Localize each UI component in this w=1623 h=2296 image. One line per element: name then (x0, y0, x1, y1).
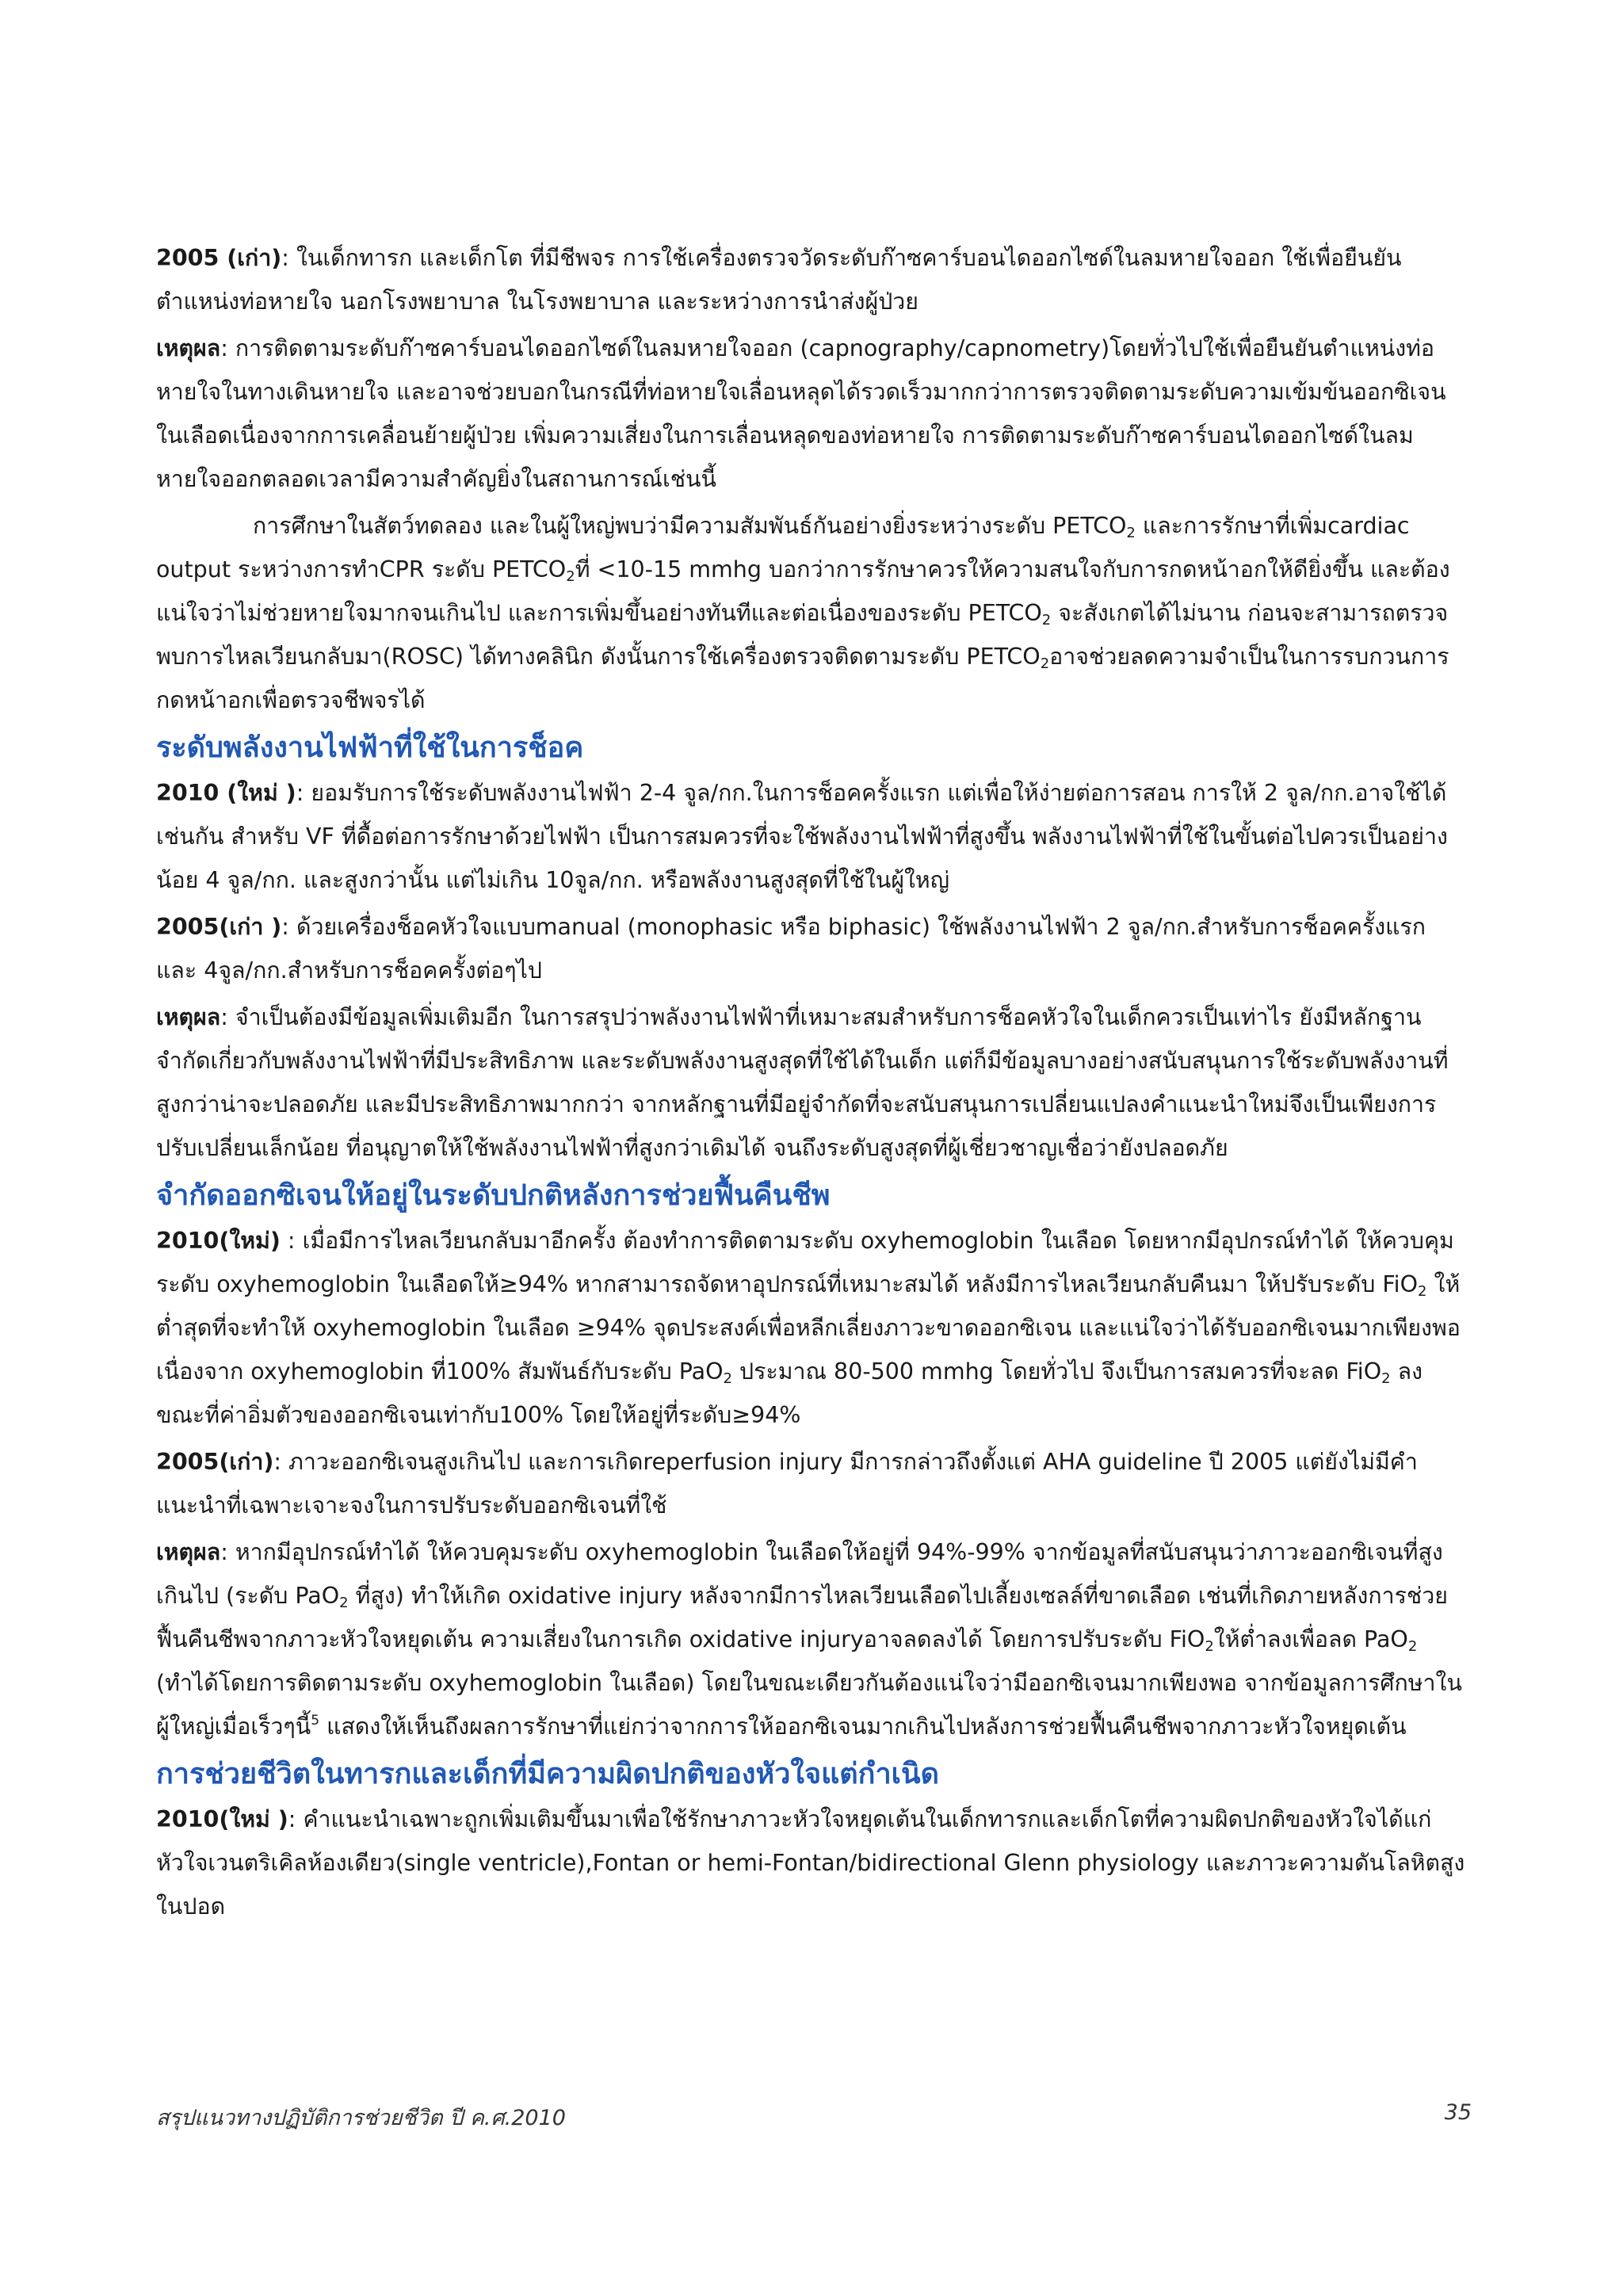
paragraph-reason-capnography: เหตุผล: การติดตามระดับก๊าซคาร์บอนไดออกไซด์ในลมหายใจออก (capnography/capnometry)โดยทั่วไปใช้เพื่อยืนยันตำแหน่งท่อหายใจในทางเดินหายใจ และอาจช่วยบอกในกรณีที่ท่อหายใจเลื่อนหลุดได้รวดเร็วมากกว่าการตรวจติดตามระดับความเข้มข้นออกซิเจนในเลือดเนื่องจากการเคลื่อนย้ายผู้ป่วย เพิ่มความเสี่ยงในการเลื่อนหลุดของท่อหายใจ การติดตามระดับก๊าซคาร์บอนไดออกไซด์ในลมหายใจออกตลอดเวลามีความสำคัญยิ่งในสถานการณ์เช่นนี้ (156, 335, 1446, 492)
page-footer (156, 2100, 1472, 2134)
label-reason: เหตุผล (156, 1539, 221, 1565)
paragraph-2005-shock: 2005(เก่า ): ด้วยเครื่องช็อคหัวใจแบบmanual (monophasic หรือ biphasic) ใช้พลังงานไฟฟ้า 2 จูล/กก.สำหรับการช็อคครั้งแรก และ 4จูล/กก.สำหรับการช็อคครั้งต่อๆไป (156, 914, 1426, 984)
label-reason: เหตุผล (156, 335, 221, 361)
heading-oxygen-limit: จำกัดออกซิเจนให้อยู่ในระดับปกติหลังการช่วยฟื้นคืนชีพ (156, 1179, 831, 1212)
page-number: 35 (1444, 2100, 1472, 2125)
paragraph-2010-oxygen: 2010(ใหม่) : เมื่อมีการไหลเวียนกลับมาอีกครั้ง ต้องทำการติดตามระดับ oxyhemoglobin ในเลือด โดยหากมีอุปกรณ์ทำได้ ให้ควบคุมระดับ oxyhemoglobin ในเลือดให้≥94% หากสามารถจัดหาอุปกรณ์ที่เหมาะสมได้ หลังมีการไหลเวียนกลับคืนมา ให้ปรับระดับ FiO$_2$ ให้ต่ำสุดที่จะทำให้ oxyhemoglobin ในเลือด ≥94% จุดประสงค์เพื่อหลีกเลี่ยงภาวะขาดออกซิเจน และแน่ใจว่าได้รับออกซิเจนมากเพียงพอ เนื่องจาก oxyhemoglobin ที่100% สัมพันธ์กับระดับ PaO$_2$ ประมาณ 80-500 mmhg โดยทั่วไป จึงเป็นการสมควรที่จะลด FiO$_2$ ลง ขณะที่ค่าอิ่มตัวของออกซิเจนเท่ากับ100% โดยให้อยู่ที่ระดับ≥94% (156, 1228, 1461, 1428)
paragraph-reason-shock: เหตุผล: จำเป็นต้องมีข้อมูลเพิ่มเติมอีก ในการสรุปว่าพลังงานไฟฟ้าที่เหมาะสมสำหรับการช็อคหัวใจในเด็กควรเป็นเท่าไร ยังมีหลักฐานจำกัดเกี่ยวกับพลังงานไฟฟ้าที่มีประสิทธิภาพ และระดับพลังงานสูงสุดที่ใช้ได้ในเด็ก แต่ก็มีข้อมูลบางอย่างสนับสนุนการใช้ระดับพลังงานที่สูงกว่าน่าจะปลอดภัย และมีประสิทธิภาพมากกว่า จากหลักฐานที่มีอยู่จำกัดที่จะสนับสนุนการเปลี่ยนแปลงคำแนะนำใหม่จึงเป็นเพียงการปรับเปลี่ยนเล็กน้อย ที่อนุญาตให้ใช้พลังงานไฟฟ้าที่สูงกว่าเดิมได้ จนถึงระดับสูงสุดที่ผู้เชี่ยวชาญเชื่อว่ายังปลอดภัย (156, 1004, 1449, 1161)
paragraph-2010-congenital: 2010(ใหม่ ): คำแนะนำเฉพาะถูกเพิ่มเติมขึ้นมาเพื่อใช้รักษาภาวะหัวใจหยุดเต้นในเด็กทารกและเด็กโตที่ความผิดปกติของหัวใจได้แก่ หัวใจเวนตริเคิลห้องเดียว(single ventricle),Fontan or hemi-Fontan/bidirectional Glenn physiology และภาวะความดันโลหิตสูงในปอด (156, 1806, 1465, 1920)
paragraph-2005-capnography: 2005 (เก่า): ในเด็กทารก และเด็กโต ที่มีชีพจร การใช้เครื่องตรวจวัดระดับก๊าซคาร์บอนไดออกไซด์ในลมหายใจออก ใช้เพื่อยืนยันตำแหน่งท่อหายใจ นอกโรงพยาบาล ในโรงพยาบาล และระหว่างการนำส่งผู้ป่วย (156, 245, 1402, 315)
footer-title: สรุปแนวทางปฏิบัติการช่วยชีวิต ปี ค.ศ.2010 (156, 2106, 566, 2130)
label-2005: 2005 (เก่า) (156, 245, 282, 271)
paragraph-reason-oxygen: เหตุผล: หากมีอุปกรณ์ทำได้ ให้ควบคุมระดับ oxyhemoglobin ในเลือดให้อยู่ที่ 94%-99% จากข้อมูลที่สนับสนุนว่าภาวะออกซิเจนที่สูงเกินไป (ระดับ PaO$_2$ ที่สูง) ทำให้เกิด oxidative injury หลังจากมีการไหลเวียนเลือดไปเลี้ยงเซลล์ที่ขาดเลือด เช่นที่เกิดภายหลังการช่วยฟื้นคืนชีพจากภาวะหัวใจหยุดเต้น ความเสี่ยงในการเกิด oxidative injuryอาจลดลงได้ โดยการปรับระดับ FiO$_2$ให้ต่ำลงเพื่อลด PaO$_2$ (ทำได้โดยการติดตามระดับ oxyhemoglobin ในเลือด) โดยในขณะเดียวกันต้องแน่ใจว่ามีออกซิเจนมากเพียงพอ จากข้อมูลการศึกษาในผู้ใหญ่เมื่อเร็วๆนี้$^5$ แสดงให้เห็นถึงผลการรักษาที่แย่กว่าจากการให้ออกซิเจนมากเกินไปหลังการช่วยฟื้นคืนชีพจากภาวะหัวใจหยุดเต้น (156, 1539, 1462, 1740)
label-2010: 2010(ใหม่) (156, 1228, 281, 1254)
paragraph-petco2: การศึกษาในสัตว์ทดลอง และในผู้ใหญ่พบว่ามีความสัมพันธ์กันอย่างยิ่งระหว่างระดับ $PETCO_2$ และการรักษาที่เพิ่มcardiac output ระหว่างการทำCPR ระดับ $PETCO_2$ที่ <10-15 mmhg บอกว่าการรักษาควรให้ความสนใจกับการกดหน้าอกให้ดียิ่งขึ้น และต้องแน่ใจว่าไม่ช่วยหายใจมากจนเกินไป และการเพิ่มขึ้นอย่างทันทีและต่อเนื่องของระดับ $PETCO_2$ จะสังเกตได้ไม่นาน ก่อนจะสามารถตรวจพบการไหลเวียนกลับมา(ROSC) ได้ทางคลินิก ดังนั้นการใช้เครื่องตรวจติดตามระดับ $PETCO_2$อาจช่วยลดความจำเป็นในการรบกวนการกดหน้าอกเพื่อตรวจชีพจรได้ (156, 513, 1450, 713)
label-2010: 2010(ใหม่ ) (156, 1806, 288, 1832)
heading-shock-energy: ระดับพลังงานไฟฟ้าที่ใช้ในการช็อค (156, 732, 584, 764)
label-2005: 2005(เก่า) (156, 1449, 274, 1475)
label-reason: เหตุผล (156, 1004, 221, 1030)
heading-congenital-heart: การช่วยชีวิตในทารกและเด็กที่มีความผิดปกติของหัวใจแต่กำเนิด (156, 1758, 939, 1790)
label-2005: 2005(เก่า ) (156, 914, 282, 940)
paragraph-2005-oxygen: 2005(เก่า): ภาวะออกซิเจนสูงเกินไป และการเกิดreperfusion injury มีการกล่าวถึงตั้งแต่ AHA guideline ปี 2005 แต่ยังไม่มีคำแนะนำที่เฉพาะเจาะจงในการปรับระดับออกซิเจนที่ใช้ (156, 1449, 1418, 1519)
paragraph-2010-shock: 2010 (ใหม่ ): ยอมรับการใช้ระดับพลังงานไฟฟ้า 2-4 จูล/กก.ในการช็อคครั้งแรก แต่เพื่อให้ง่ายต่อการสอน การให้ 2 จูล/กก.อาจใช้ได้เช่นกัน สำหรับ VF ที่ดื้อต่อการรักษาด้วยไฟฟ้า เป็นการสมควรที่จะใช้พลังงานไฟฟ้าที่สูงขึ้น พลังงานไฟฟ้าที่ใช้ในขั้นต่อไปควรเป็นอย่างน้อย 4 จูล/กก. และสูงกว่านั้น แต่ไม่เกิน 10จูล/กก. หรือพลังงานสูงสุดที่ใช้ในผู้ใหญ่ (156, 780, 1448, 893)
document-body (156, 236, 1472, 1931)
label-2010: 2010 (ใหม่ ) (156, 780, 296, 806)
